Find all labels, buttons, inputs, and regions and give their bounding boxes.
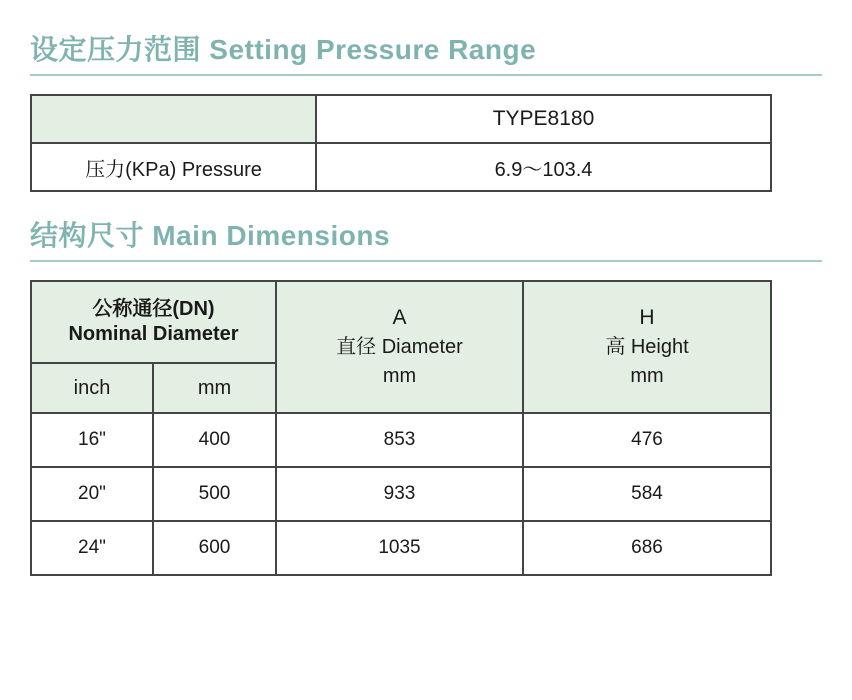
pressure-row-label-cell: 压力(KPa) Pressure (31, 143, 316, 191)
cell-h: 686 (523, 521, 771, 575)
header-nominal-diameter-cn: 公称通径(DN) (92, 298, 215, 320)
header-height-unit: mm (630, 365, 664, 388)
heading-divider-1 (30, 74, 822, 76)
table-row (31, 413, 771, 467)
header-diameter-label: 直径 Diameter (336, 336, 463, 359)
cell-mm: 500 (153, 467, 276, 521)
header-nominal-diameter (31, 281, 276, 363)
subheader-mm: mm (153, 363, 276, 413)
cell-a: 933 (276, 467, 523, 521)
subheader-inch: inch (31, 363, 153, 413)
section-heading-main-dimensions: 结构尺寸 Main Dimensions (30, 220, 391, 251)
cell-inch: 24" (31, 521, 153, 575)
header-diameter-a (276, 281, 523, 413)
pressure-header-blank-cell (31, 95, 316, 143)
table-row (31, 143, 771, 191)
heading-divider-2 (30, 260, 822, 262)
cell-mm: 600 (153, 521, 276, 575)
cell-a: 1035 (276, 521, 523, 575)
header-diameter-symbol: A (392, 305, 407, 329)
pressure-row-value-cell: 6.9～103.4 (316, 143, 771, 191)
table-row (31, 95, 771, 143)
table-row (31, 467, 771, 521)
header-height-symbol: H (639, 305, 655, 329)
cell-h: 476 (523, 413, 771, 467)
cell-inch: 16" (31, 413, 153, 467)
header-height-h (523, 281, 771, 413)
table-row (31, 521, 771, 575)
header-nominal-diameter-en: Nominal Diameter (68, 323, 239, 345)
cell-a: 853 (276, 413, 523, 467)
cell-inch: 20" (31, 467, 153, 521)
section-heading-setting-pressure-range: 设定压力范围 Setting Pressure Range (30, 34, 537, 65)
pressure-header-type-cell: TYPE8180 (316, 95, 771, 143)
cell-h: 584 (523, 467, 771, 521)
table-header-row (31, 281, 771, 363)
header-diameter-unit: mm (382, 365, 417, 388)
cell-mm: 400 (153, 413, 276, 467)
setting-pressure-range-table (30, 94, 772, 192)
header-height-label: 高 Height (605, 336, 689, 359)
main-dimensions-table (30, 280, 772, 576)
